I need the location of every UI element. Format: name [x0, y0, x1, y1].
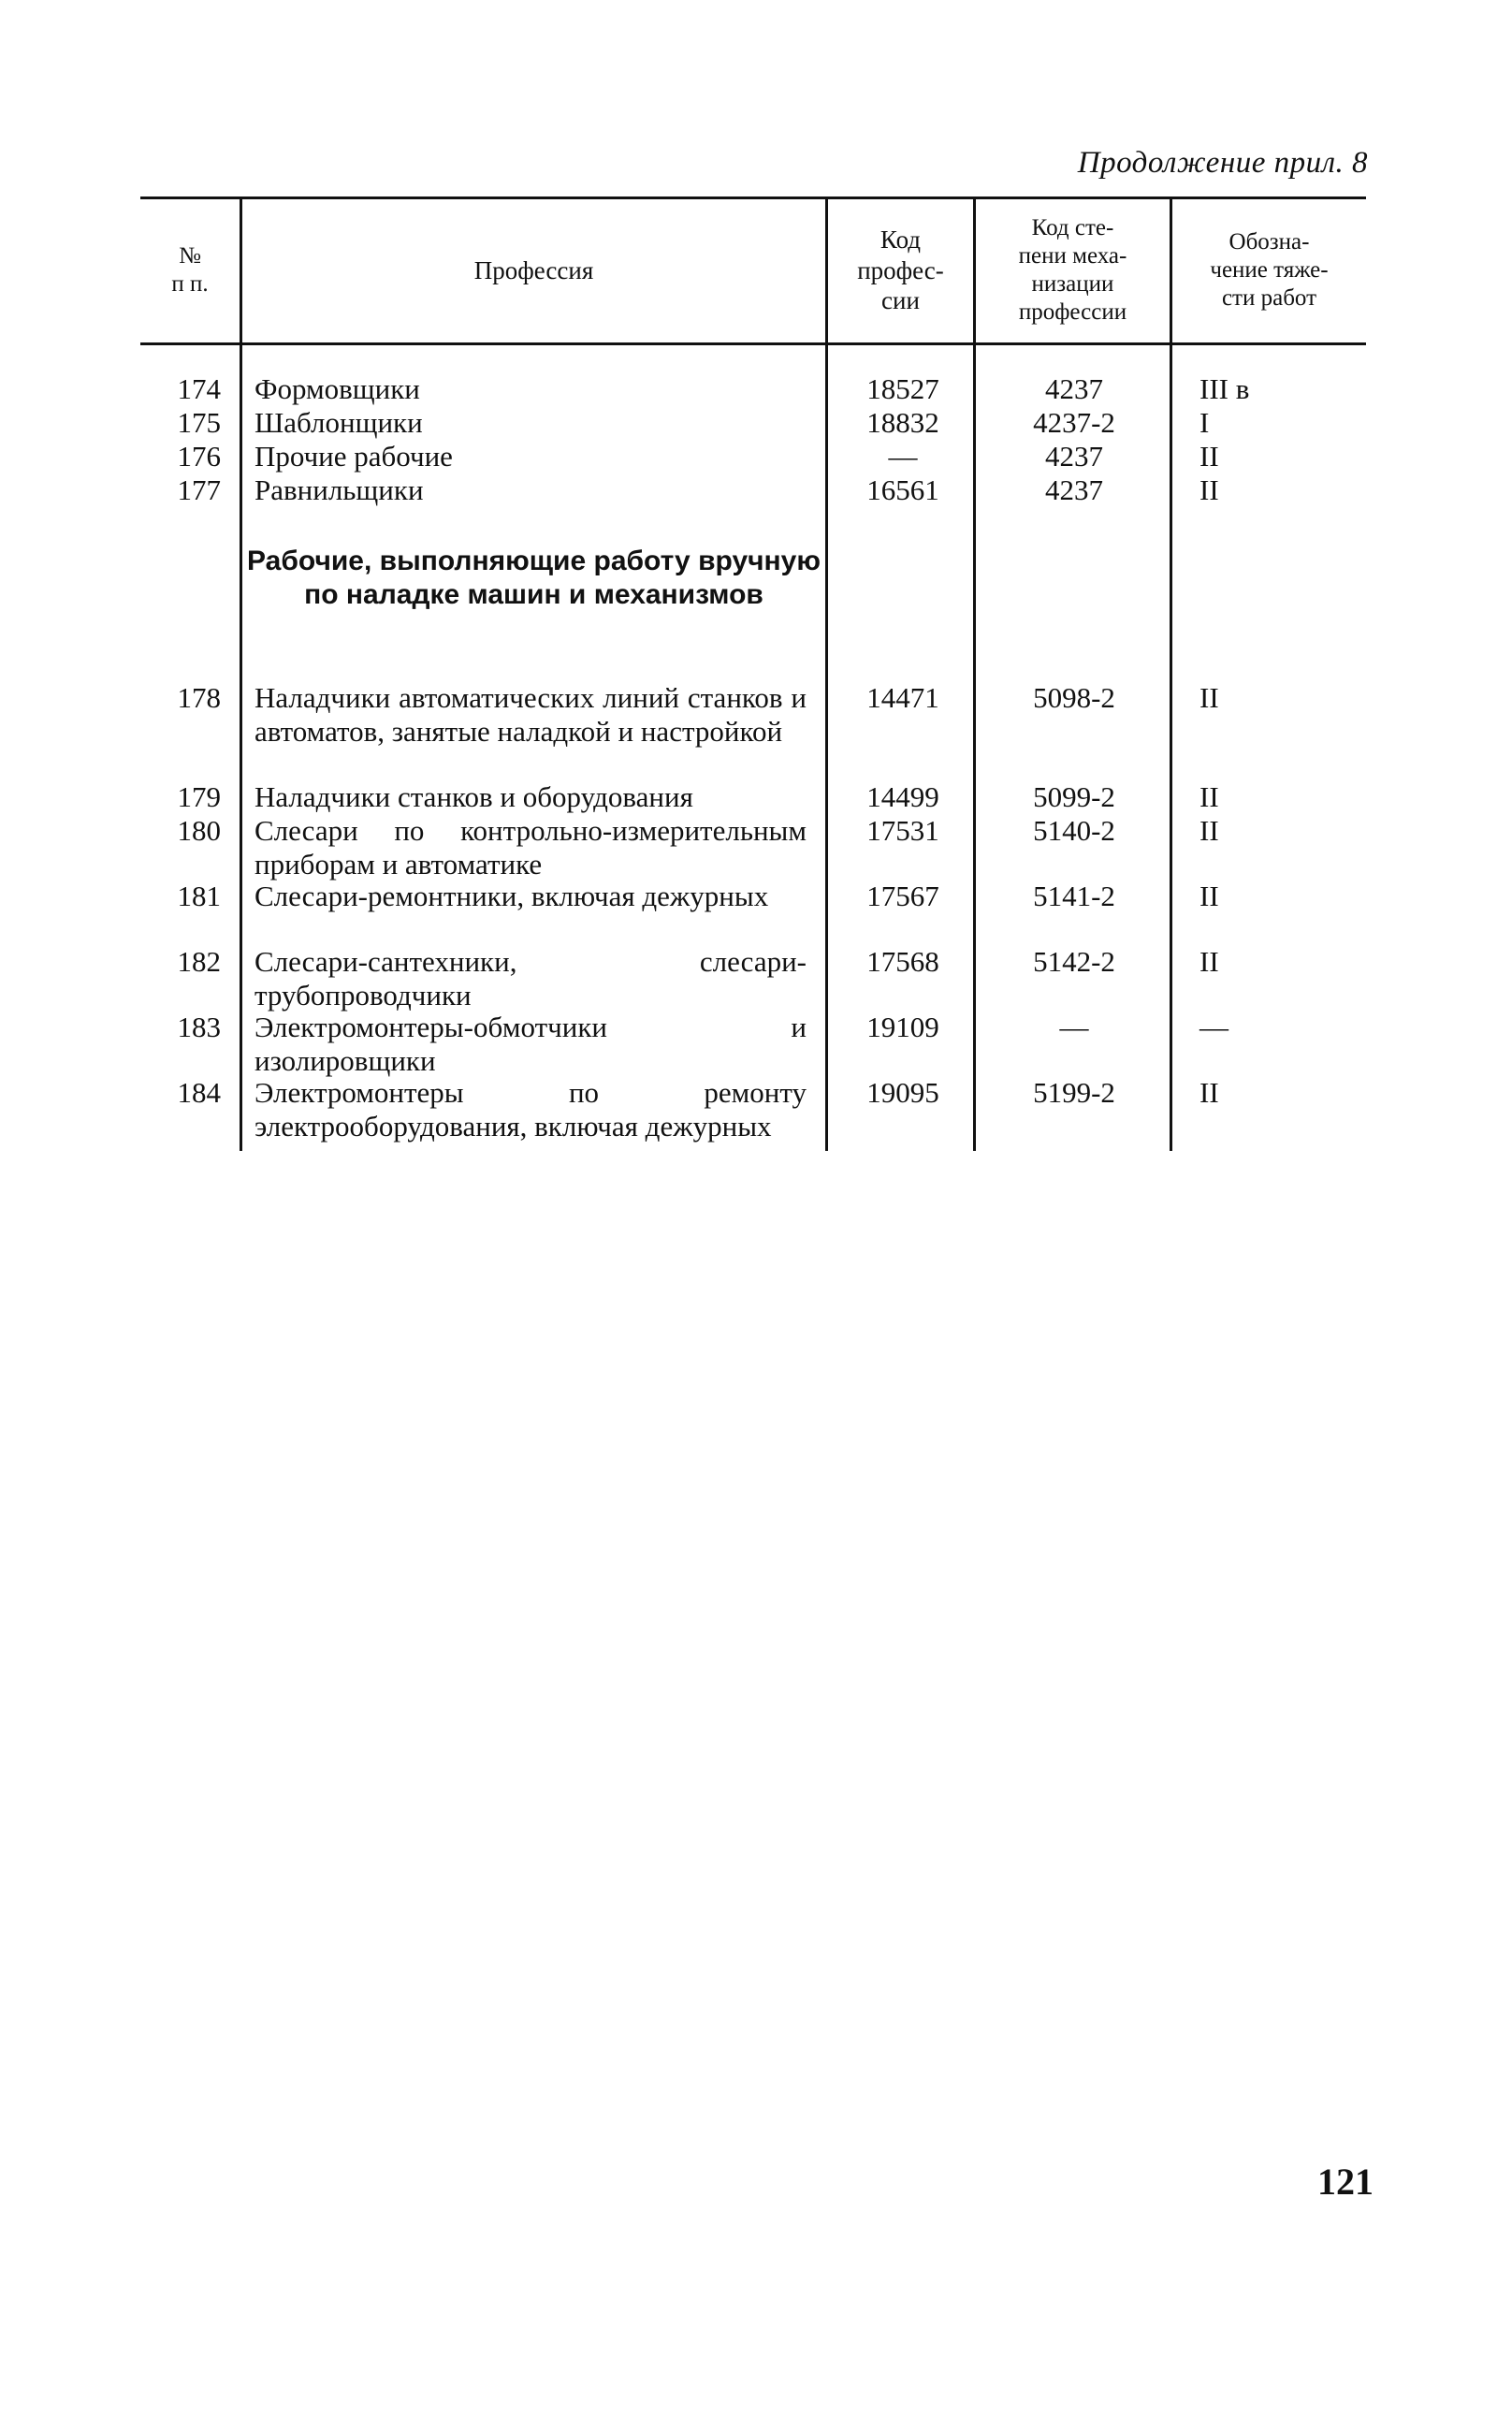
row-profession: Прочие рабочие [254, 440, 453, 473]
section-heading: Рабочие, выполняющие работу вручную по наладке машин и механизмов [247, 546, 821, 610]
row-profession: Слесари-ремонтники, включая дежурных [254, 880, 769, 912]
row-severity: II [1199, 1076, 1219, 1109]
row-code: 19095 [866, 1076, 939, 1109]
row-code: 16561 [866, 473, 939, 506]
row-code: 17567 [866, 880, 939, 912]
row-mechanization: 5141-2 [1033, 880, 1115, 912]
header-profession: Профессия [473, 255, 594, 284]
row-profession: Электромонтеры-обмотчики и изолировщики [254, 1011, 807, 1077]
row-severity: III в [1199, 372, 1250, 405]
header-profession-code: Код профес- сии [857, 226, 944, 315]
row-severity: II [1199, 880, 1219, 912]
row-profession: Равнильщики [254, 473, 424, 506]
row-severity: II [1199, 945, 1219, 978]
row-profession: Наладчики станков и оборудования [254, 780, 693, 813]
row-mechanization: 4237 [1045, 372, 1103, 405]
row-mechanization: 5140-2 [1033, 814, 1115, 847]
header-mechanization-code: Код сте- пени меха- низации профессии [1018, 215, 1127, 325]
row-profession: Шаблонщики [254, 406, 423, 439]
row-severity: II [1199, 681, 1219, 714]
row-number: 180 [177, 814, 221, 847]
row-mechanization: 4237-2 [1033, 406, 1115, 439]
row-profession: Слесари по контрольно-измерительным приборам и автоматике [254, 814, 807, 881]
row-number: 175 [177, 406, 221, 439]
row-severity: I [1199, 406, 1210, 439]
running-head: Продолжение прил. 8 [1077, 146, 1368, 180]
table-header-rule [140, 342, 1366, 345]
row-number: 174 [177, 372, 221, 405]
header-work-severity: Обозна- чение тяже- сти работ [1210, 229, 1329, 311]
row-severity: II [1199, 440, 1219, 473]
row-mechanization: 4237 [1045, 473, 1103, 506]
row-code: 17531 [866, 814, 939, 847]
row-mechanization: 5199-2 [1033, 1076, 1115, 1109]
row-number: 181 [177, 880, 221, 912]
column-divider [973, 198, 976, 1151]
column-divider [1170, 198, 1172, 1151]
row-number: 178 [177, 681, 221, 714]
header-number: № п п. [171, 243, 209, 297]
row-mechanization: — [1059, 1011, 1089, 1043]
row-code: 18832 [866, 406, 939, 439]
row-code: — [888, 440, 918, 473]
row-mechanization: 5098-2 [1033, 681, 1115, 714]
row-code: 14471 [866, 681, 939, 714]
row-severity: — [1199, 1011, 1228, 1043]
column-divider [240, 198, 242, 1151]
row-profession: Слесари-сантехники, слесари-трубопроводчики [254, 945, 807, 1012]
row-severity: II [1199, 814, 1219, 847]
row-profession: Электромонтеры по ремонту электрооборудования, включая дежурных [254, 1076, 807, 1143]
row-code: 19109 [866, 1011, 939, 1043]
row-number: 177 [177, 473, 221, 506]
table-top-rule [140, 196, 1366, 199]
row-number: 182 [177, 945, 221, 978]
row-number: 179 [177, 780, 221, 813]
row-profession: Наладчики автоматических линий станков и автоматов, занятые наладкой и настройкой [254, 681, 807, 748]
page-number: 121 [1317, 2161, 1374, 2203]
row-number: 184 [177, 1076, 221, 1109]
row-code: 17568 [866, 945, 939, 978]
column-divider [825, 198, 828, 1151]
row-severity: II [1199, 780, 1219, 813]
row-mechanization: 4237 [1045, 440, 1103, 473]
row-profession: Формовщики [254, 372, 420, 405]
row-mechanization: 5142-2 [1033, 945, 1115, 978]
row-severity: II [1199, 473, 1219, 506]
row-mechanization: 5099-2 [1033, 780, 1115, 813]
row-code: 18527 [866, 372, 939, 405]
row-code: 14499 [866, 780, 939, 813]
row-number: 183 [177, 1011, 221, 1043]
row-number: 176 [177, 440, 221, 473]
